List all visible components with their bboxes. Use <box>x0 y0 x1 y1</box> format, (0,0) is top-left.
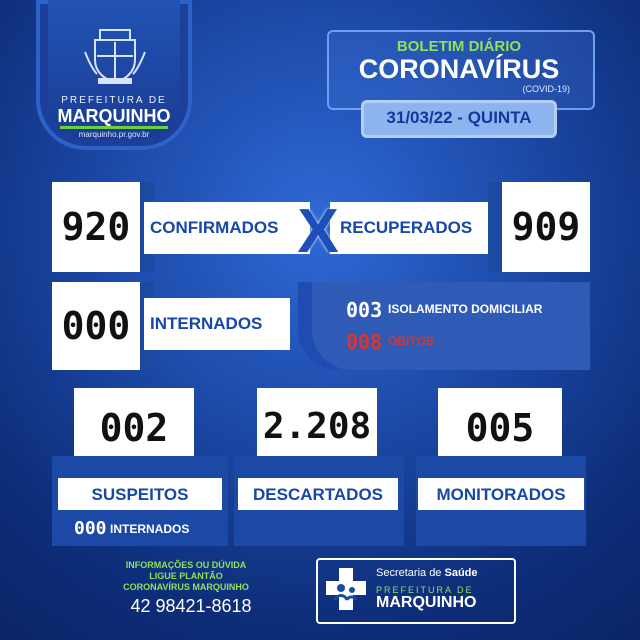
confirmados-label: CONFIRMADOS <box>150 218 279 237</box>
page-subtitle: (COVID-19) <box>522 84 570 94</box>
health-cross-icon <box>324 566 368 612</box>
secretaria-label <box>376 567 478 579</box>
footer-prefeitura-big: MARQUINHO <box>376 594 477 611</box>
info-line-3: CORONAVÍRUS MARQUINHO <box>123 582 249 592</box>
info-line-1: INFORMAÇÕES OU DÚVIDA <box>125 560 247 570</box>
prefeitura-big-label: MARQUINHO <box>57 106 171 126</box>
descartados-value: 2.208 <box>262 406 372 447</box>
obitos-value: 008 <box>346 330 383 354</box>
logo-green-stripe <box>60 126 168 129</box>
recuperados-side-shadow <box>488 182 502 272</box>
internados-value: 000 <box>61 304 131 348</box>
isolamento-value: 003 <box>346 298 383 322</box>
secretaria-text: Secretaria de <box>376 567 442 579</box>
descartados-label: DESCARTADOS <box>252 485 384 504</box>
bulletin-label: BOLETIM DIÁRIO <box>396 38 522 55</box>
recuperados-value: 909 <box>511 205 581 249</box>
phone-number[interactable]: 42 98421-8618 <box>130 596 252 616</box>
internados-label: INTERNADOS <box>150 314 263 333</box>
date-label: 31/03/22 - QUINTA <box>386 108 532 127</box>
isolamento-label: ISOLAMENTO DOMICILIAR <box>388 302 543 316</box>
monitorados-label: MONITORADOS <box>436 485 566 504</box>
suspeitos-label: SUSPEITOS <box>91 485 189 504</box>
page-title: CORONAVÍRUS <box>358 54 560 84</box>
suspeitos-internados-value: 000 <box>74 518 107 539</box>
isolamento-obitos-card <box>312 282 590 370</box>
obitos-label: ÓBITOS <box>388 334 434 348</box>
versus-mark: X <box>297 197 339 266</box>
prefeitura-small-label: PREFEITURA DE <box>61 95 167 106</box>
suspeitos-value: 002 <box>99 406 169 450</box>
recuperados-label: RECUPERADOS <box>340 218 473 237</box>
info-line-2: LIGUE PLANTÃO <box>149 571 223 581</box>
site-url[interactable]: marquinho.pr.gov.br <box>78 130 150 139</box>
footer-prefeitura-small: PREFEITURA DE <box>376 585 474 595</box>
monitorados-value: 005 <box>465 406 535 450</box>
suspeitos-internados-label: INTERNADOS <box>110 522 190 536</box>
confirmados-value: 920 <box>61 205 131 249</box>
coat-of-arms-icon <box>80 22 150 86</box>
saude-text: Saúde <box>444 567 478 579</box>
